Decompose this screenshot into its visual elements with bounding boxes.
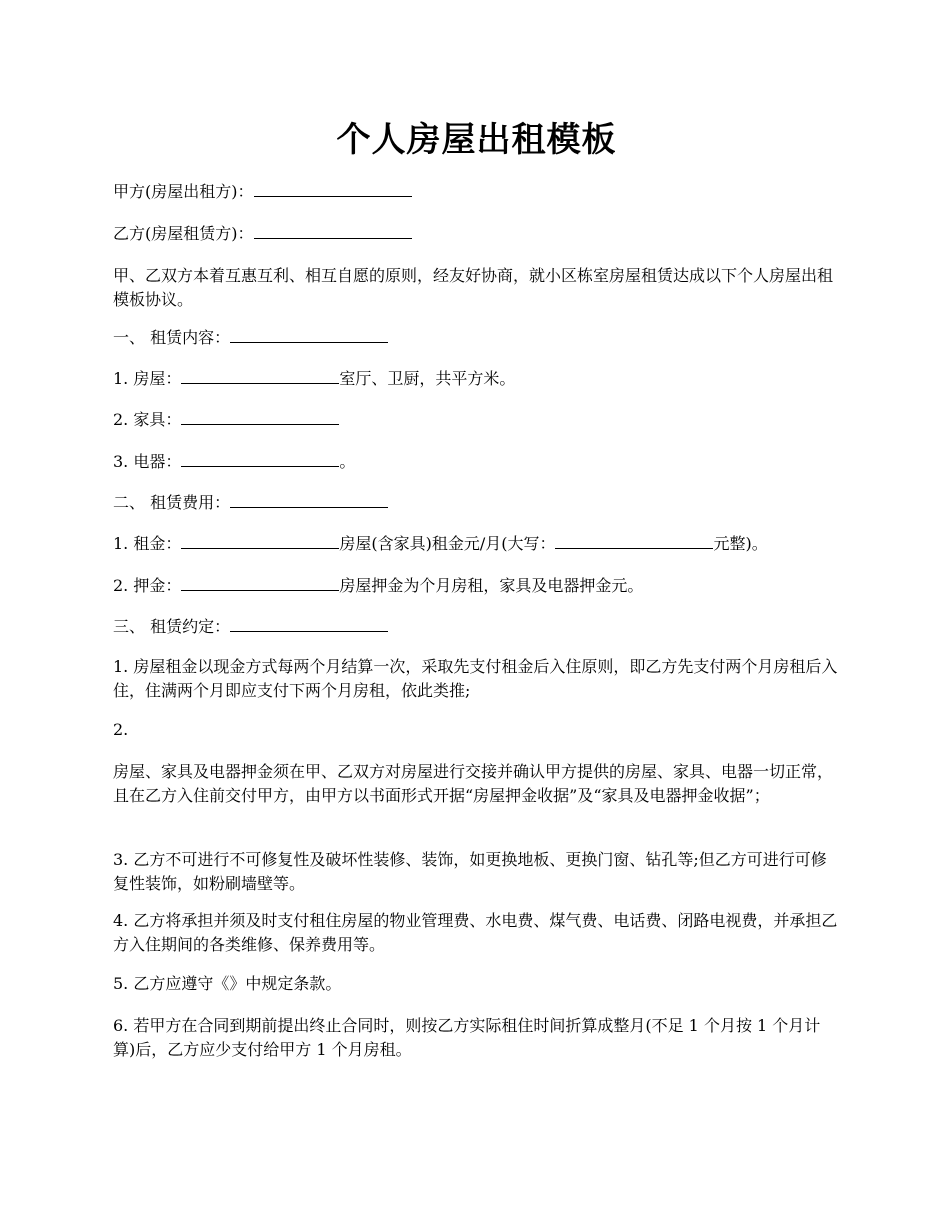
section1-item3-prefix: 3. 电器： [113,452,182,471]
section3-item2-text: 房屋、家具及电器押金须在甲、乙双方对房屋进行交接并确认甲方提供的房屋、家具、电器一切正常，且在乙方入住前交付甲方，由甲方以书面形式开据“房屋押金收据”及“家具及电器押金收据”； [113,762,834,805]
section2-item2-suffix: 房屋押金为个月房租，家具及电器押金元。 [339,576,644,595]
section1-blank [230,328,388,343]
intro-paragraph: 甲、乙双方本着互惠互利、相互自愿的原则，经友好协商，就小区栋室房屋租赁达成以下个人房屋出租模板协议。 [113,266,834,309]
section1-item2-blank [181,410,339,425]
section3-blank [230,617,388,632]
section1-item1-prefix: 1. 房屋： [113,369,182,388]
section3-item1: 1. 房屋租金以现金方式每两个月结算一次，采取先支付租金后入住原则，即乙方先支付两个月房租后入住，住满两个月即应支付下两个月房租，依此类推; [113,657,838,700]
section3-item2-number: 2. [113,720,129,739]
section1-item1-blank [181,369,339,384]
section3-heading: 三、 租赁约定： [113,617,231,636]
section3-item4: 4. 乙方将承担并须及时支付租住房屋的物业管理费、水电费、煤气费、电话费、闭路电视费，并承担乙方入住期间的各类维修、保养费用等。 [113,911,838,954]
party-a-label: 甲方(房屋出租方)： [113,182,254,201]
section2-item1-prefix: 1. 租金： [113,534,182,553]
section1-item3-blank [181,452,339,467]
section2-item1 [113,532,840,556]
party-b-blank [254,224,412,239]
section2-item2-blank [181,576,339,591]
section1-item1-suffix: 室厅、卫厨，共平方米。 [339,369,516,388]
section2-item2-prefix: 2. 押金： [113,576,182,595]
section2-item2 [113,574,840,598]
document-title: 个人房屋出租模板 [336,120,617,160]
section2-item1-amount-blank [555,534,713,549]
section1-item3-suffix: 。 [339,452,356,471]
section1-item2 [113,408,840,432]
section1-heading-line [113,326,840,350]
section2-item1-middle: 房屋(含家具)租金元/月(大写： [339,534,556,553]
party-a-blank [254,182,412,197]
party-b-label: 乙方(房屋租赁方)： [113,224,254,243]
section3-heading-line [113,615,840,639]
party-b-line [113,222,840,246]
section1-item2-prefix: 2. 家具： [113,410,182,429]
section2-item1-blank [181,534,339,549]
section3-item5: 5. 乙方应遵守《》中规定条款。 [113,974,342,993]
section3-item6: 6. 若甲方在合同到期前提出终止合同时，则按乙方实际租住时间折算成整月(不足 1 个月按 1 个月计算)后，乙方应少支付给甲方 1 个月房租。 [113,1016,821,1059]
section1-heading: 一、 租赁内容： [113,328,231,347]
section1-item3 [113,450,840,474]
section3-item3: 3. 乙方不可进行不可修复性及破坏性装修、装饰，如更换地板、更换门窗、钻孔等;但乙方可进行可修复性装饰，如粉刷墙壁等。 [113,850,827,893]
party-a-line [113,180,840,204]
section1-item1 [113,367,840,391]
section2-heading: 二、 租赁费用： [113,493,231,512]
section2-blank [230,493,388,508]
section2-item1-suffix: 元整)。 [713,534,768,553]
section2-heading-line [113,491,840,515]
